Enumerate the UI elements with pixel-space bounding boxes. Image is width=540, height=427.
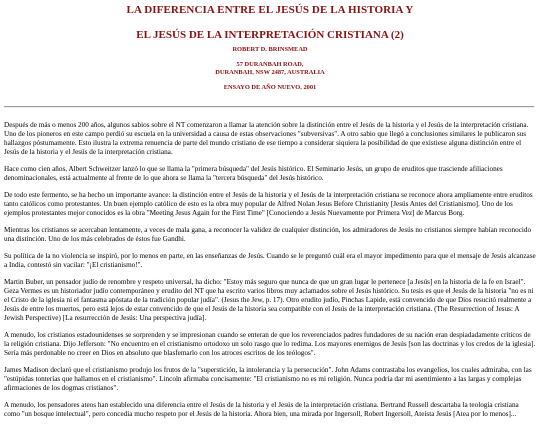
paragraph: A menudo, los pensadores ateos han establecido una diferencia entre el Jesús de la historia y el Jesús de la interpretación cristiana. Bertrand Russell descartaba la teología cristiana como "un bosque intelectual", pero concedía mucho respeto por el Jesús de la historia. Ahora bien, una mirada por Ingersoll, Robert Ingersoll, Ateísta Jesús [Atea por lo menos]... — [4, 401, 519, 419]
paragraph: Hace como cien años, Albert Schweitzer lanzó lo que se llama la "primera búsqueda" del Jesús histórico. El Seminario Jesús, un grupo de eruditos que trasciende afiliaciones denominacionales, está actualmente al frente de lo que ahora se llama la "tercera búsqueda" del Jesús histórico. — [4, 164, 503, 182]
author-name: ROBERT D. BRINSMEAD — [232, 46, 308, 53]
header-divider — [4, 106, 534, 108]
article-body — [4, 121, 536, 427]
address-line-2: DURANBAH, NSW 2487, AUSTRALIA — [215, 69, 325, 76]
page-subtitle: EL JESÚS DE LA INTERPRETACIÓN CRISTIANA (2) — [136, 29, 404, 41]
page-title: LA DIFERENCIA ENTRE EL JESÚS DE LA HISTORIA Y — [126, 4, 414, 16]
essay-date: ENSAYO DE AÑO NUEVO, 2001 — [223, 84, 317, 91]
paragraph: Mientras los cristianos se acercaban lentamente, a veces de mala gana, a reconocer la validez de cualquier distinción, los admiradores de Jesús no cristianos siempre habían reconocido una distinción. Uno de los más celebrados de éstos fue Gandhi. — [4, 226, 532, 243]
paragraph: Martin Buber, un pensador judío de renombre y respeto universal, ha dicho: "Estoy más seguro que nunca de que un gran lugar le pertenece [a Jesús] en la historia de la fe en Israel". Geza Vermes es un historiador judío contemporáneo y erudito del NT que ha escrito varios libros muy aclamados sobre el Jesús histórico. Su tesis es que el Jesús de la historia "no es ni el Cristo de la iglesia ni el fantasma apóstata de la tradición popular judía". (Jesus the Jew, p. 17). Otro erudito judío, Pinchas Lapide, está convencido de que Dios resucitó realmente a Jesús de entre los muertos, pero está lejos de estar convencido de que el Jesús de la historia sea compatible con el Jesús de la interpretación cristiana. (The Resurrection of Jesus: A Jewish Perspective) [La resurrección de Jesús: Una perspectiva judía]. — [4, 278, 534, 322]
paragraph: James Madison declaró que el cristianismo produjo los frutos de la "superstición, la intolerancia y la persecución". John Adams contrastaba los evangelios, los cuales admiraba, con las "estúpidas tonterías que hallamos en el cristianismo". Lincoln afirmaba concisamente: "El cristianismo no es mi religión. Nunca podría dar mi asentimiento a las largas y complejas afirmaciones de los dogmas cristianos". — [4, 366, 532, 392]
paragraph: De todo este fermento, se ha hecho un importante avance: la distinción entre el Jesús de la historia y el Jesús de la interpretación cristiana se reconoce ahora ampliamente entre eruditos tanto católicos como protestantes. Un buen ejemplo católico de esto es la obra muy popular de Alfred Nolan Jesus Before Christianity [Jesús Antes del Cristianismo]. Uno de los ejemplos protestantes mejor conocidos es la obra "Meeting Jesus Again for the First Time" [Conociendo a Jesús Nuevamente por Primera Vez] de Marcus Borg. — [4, 191, 533, 217]
paragraph: Después de más o menos 200 años, algunos sabios sobre el NT comenzaron a llamar la atención sobre la distinción entre el Jesús de la historia y el Jesús de la interpretación cristiana. Uno de los pioneros en este campo perdió su escuela en la universidad a causa de estas observaciones "subversivas". A otro sabio que llegó a conclusiones similares le publicaron sus hallazgos póstumamente. Esto ilustra la extrema renuencia de parte del mundo cristiano de ese tiempo a considerar siquiera la posibilidad de que existiese alguna distinción entre el Jesús de la historia y el Jesús de la interpretación cristiana. — [4, 121, 529, 156]
paragraph: A menudo, los cristianos estadounidenses se sorprenden y se impresionan cuando se enteran de que los reverenciados padres fundadores de su nación eran despiadadamente críticos de la religión cristiana. Dijo Jefferson: "No encuentro en el cristianismo ortodoxo un solo rasgo que lo redima. Los mayores enemigos de Jesús [son las doctrinas y los credos de la iglesia]. Sería más perdonable no creer en Dios en absoluto que blasfemarlo con los atroces escritos de los teólogos". — [4, 331, 536, 357]
address-line-1: 57 DURANBAH ROAD, — [236, 61, 304, 68]
paragraph: Su política de la no violencia se inspiró, por lo menos en parte, en las enseñanzas de Jesús. Cuando se le preguntó cuál era el mayor impedimento para que el mensaje de Jesús alcanzase a India, contestó sin vacilar: "¡El cristianismo!". — [4, 252, 536, 270]
